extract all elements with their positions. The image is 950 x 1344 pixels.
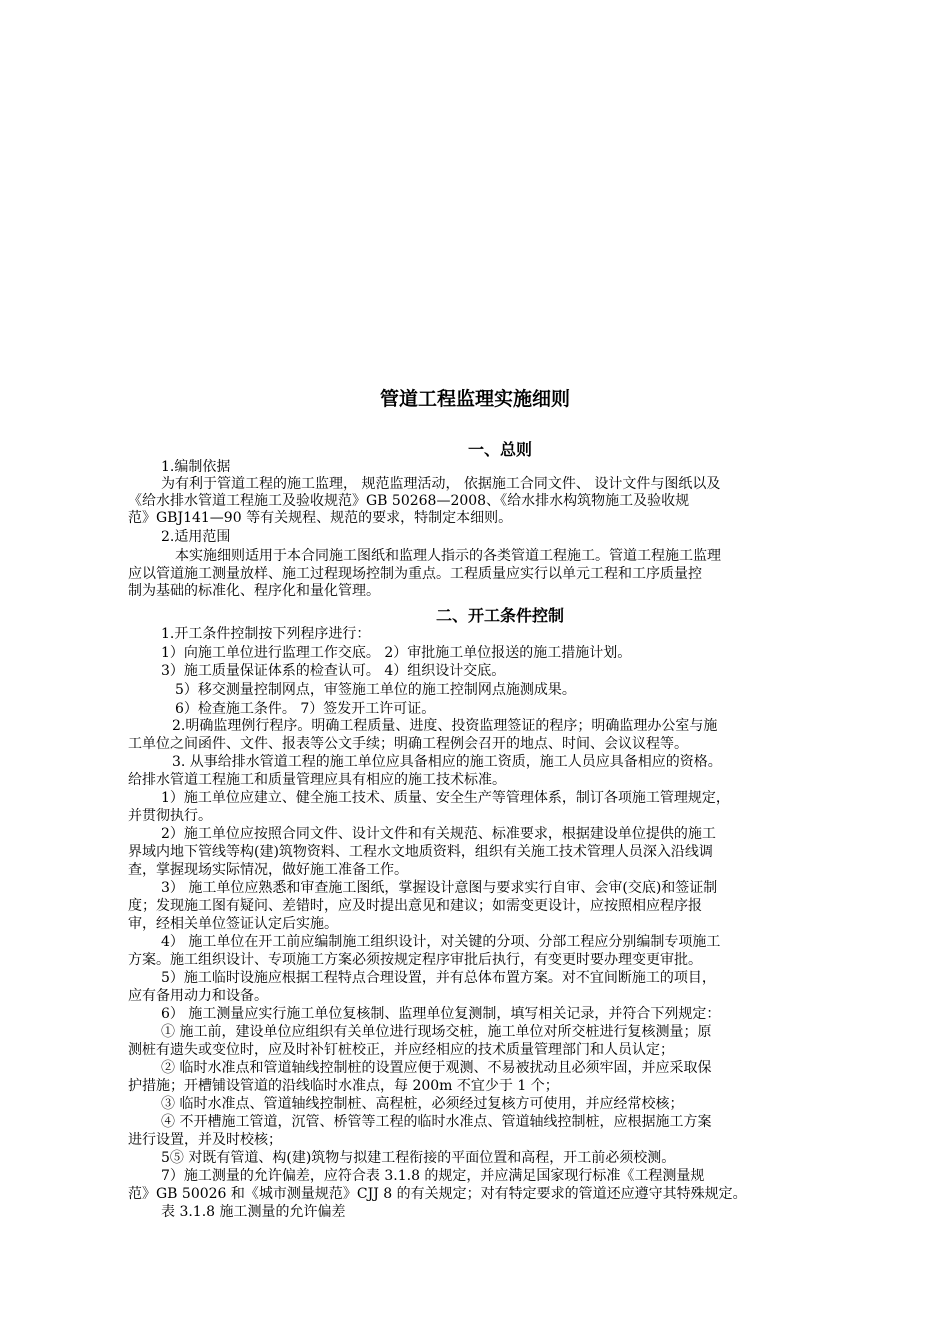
section-heading-general: 一、总则 — [467, 440, 532, 459]
paragraph-line: 方案。施工组织设计、专项施工方案必须按规定程序审批后执行，有变更时要办理变更审批。 — [128, 952, 702, 968]
paragraph-line: ① 施工前，建设单位应组织有关单位进行现场交桩，施工单位对所交桩进行复核测量；原 — [161, 1024, 712, 1040]
paragraph-line: 应以管道施工测量放样、施工过程现场控制为重点。工程质量应实行以单元工程和工序质量控 — [128, 566, 702, 582]
paragraph-line: 1）施工单位应建立、健全施工技术、质量、安全生产等管理体系，制订各项施工管理规定， — [161, 790, 730, 806]
paragraph-line: 审，经相关单位签证认定后实施。 — [128, 916, 338, 932]
paragraph-line: 护措施；开槽铺设管道的沿线临时水准点，每 200m 不宜少于 1 个； — [128, 1078, 559, 1094]
paragraph-line: 1.开工条件控制按下列程序进行： — [161, 626, 371, 642]
paragraph-line: 5）移交测量控制网点，审签施工单位的施工控制网点施测成果。 — [175, 682, 576, 698]
paragraph-line: 5）施工临时设施应根据工程特点合理设置，并有总体布置方案。对不宜间断施工的项目， — [161, 970, 716, 986]
paragraph-line: 范》GBJ141—90 等有关规程、规范的要求，特制定本细则。 — [128, 510, 513, 526]
paragraph-line: ④ 不开槽施工管道，沉管、桥管等工程的临时水准点、管道轴线控制桩，应根据施工方案 — [161, 1114, 712, 1130]
paragraph-line: 制为基础的标准化、程序化和量化管理。 — [128, 583, 380, 599]
paragraph-line: 1）向施工单位进行监理工作交底。 2）审批施工单位报送的施工措施计划。 — [161, 645, 632, 661]
section-heading-start-conditions: 二、开工条件控制 — [435, 606, 564, 625]
paragraph-line: 1.编制依据 — [161, 459, 231, 475]
paragraph-line: 为有利于管道工程的施工监理， 规范监理活动， 依据施工合同文件、 设计文件与图纸以及 — [161, 476, 721, 492]
paragraph-line: ② 临时水准点和管道轴线控制桩的设置应便于观测、不易被扰动且必须牢固，并应采取保 — [161, 1060, 712, 1076]
paragraph-line: 并贯彻执行。 — [128, 808, 212, 824]
paragraph-line: 测桩有遗失或变位时，应及时补钉桩校正，并应经相应的技术质量管理部门和人员认定； — [128, 1042, 674, 1058]
paragraph-line: 查，掌握现场实际情况，做好施工准备工作。 — [128, 862, 408, 878]
paragraph-line: 6）检查施工条件。 7）签发开工许可证。 — [175, 701, 436, 717]
paragraph-line: 本实施细则适用于本合同施工图纸和监理人指示的各类管道工程施工。管道工程施工监理 — [175, 548, 721, 564]
paragraph-line: 5⑤ 对既有管道、构(建)筑物与拟建工程衔接的平面位置和高程，开工前必须校测。 — [161, 1150, 676, 1166]
paragraph-line: 2.明确监理例行程序。明确工程质量、进度、投资监理签证的程序；明确监理办公室与施 — [172, 718, 718, 734]
paragraph-line: 应有备用动力和设备。 — [128, 988, 268, 1004]
paragraph-line: 3） 施工单位应熟悉和审查施工图纸，掌握设计意图与要求实行自审、会审(交底)和签证制 — [161, 880, 718, 896]
paragraph-line: 进行设置，并及时校核； — [128, 1132, 282, 1148]
paragraph-line: 2.适用范围 — [161, 529, 231, 545]
paragraph-line: 4） 施工单位在开工前应编制施工组织设计，对关键的分项、分部工程应分别编制专项施工 — [161, 934, 721, 950]
paragraph-line: 2）施工单位应按照合同文件、设计文件和有关规范、标准要求，根据建设单位提供的施工 — [161, 826, 716, 842]
paragraph-line: 《给水排水管道工程施工及验收规范》GB 50268—2008、《给水排水构筑物施工及验收规 — [128, 493, 690, 509]
table-caption: 表 3.1.8 施工测量的允许偏差 — [161, 1204, 346, 1220]
paragraph-line: 度；发现施工图有疑问、差错时，应及时提出意见和建议；如需变更设计，应按照相应程序报 — [128, 898, 702, 914]
paragraph-line: 3. 从事给排水管道工程的施工单位应具备相应的施工资质，施工人员应具备相应的资格。 — [172, 754, 722, 770]
paragraph-line: 工单位之间函件、文件、报表等公文手续；明确工程例会召开的地点、时间、会议议程等。 — [128, 736, 688, 752]
document-title: 管道工程监理实施细则 — [379, 388, 570, 410]
paragraph-line: ③ 临时水准点、管道轴线控制桩、高程桩，必须经过复核方可使用，并应经常校核； — [161, 1096, 684, 1112]
paragraph-line: 7）施工测量的允许偏差，应符合表 3.1.8 的规定，并应满足国家现行标准《工程测量规 — [161, 1168, 705, 1184]
paragraph-line: 范》GB 50026 和《城市测量规范》CJJ 8 的有关规定；对有特定要求的管道还应遵守其特殊规定。 — [128, 1186, 747, 1202]
paragraph-line: 6） 施工测量应实行施工单位复核制、监理单位复测制，填写相关记录，并符合下列规定： — [161, 1006, 721, 1022]
paragraph-line: 给排水管道工程施工和质量管理应具有相应的施工技术标准。 — [128, 772, 506, 788]
paragraph-line: 界域内地下管线等构(建)筑物资料、工程水文地质资料，组织有关施工技术管理人员深入沿线调 — [128, 844, 713, 860]
paragraph-line: 3）施工质量保证体系的检查认可。 4）组织设计交底。 — [161, 663, 506, 679]
